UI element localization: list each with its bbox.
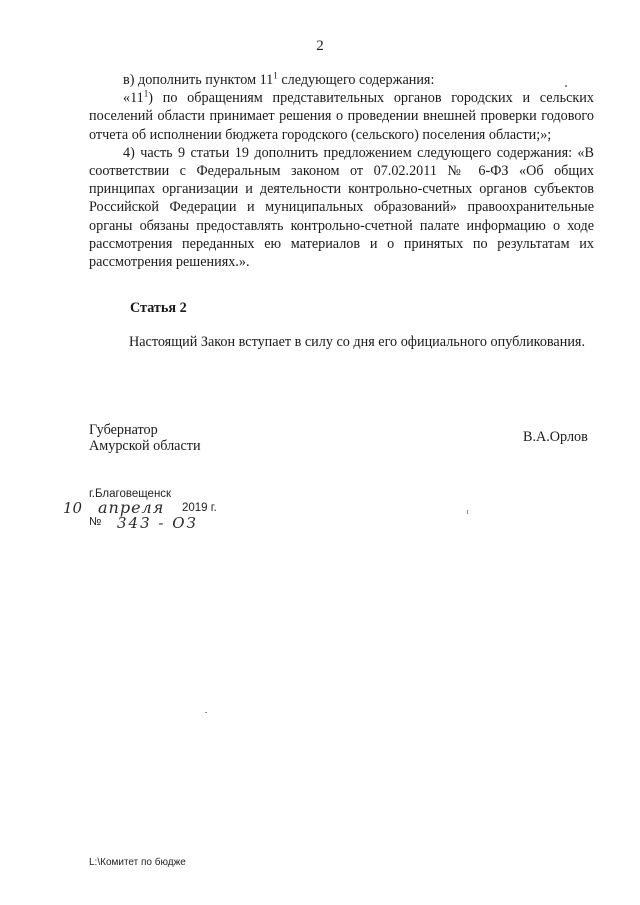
document-body: [89, 71, 594, 271]
paragraph-item-11-1: [89, 89, 594, 144]
scan-speck: [467, 510, 468, 514]
superscript: 1: [273, 70, 278, 81]
paragraph-item-v: [89, 71, 594, 89]
signatory-name: В.А.Орлов: [523, 429, 588, 445]
article-text: Настоящий Закон вступает в силу со дня его официального опубликования.: [129, 334, 585, 350]
signatory-title-line1: Губернатор: [89, 422, 158, 438]
paragraph-text: следующего содержания:: [277, 72, 435, 88]
handwritten-month: апреля: [98, 498, 165, 517]
handwritten-day: 10: [63, 499, 83, 517]
signatory-title-line2: Амурской области: [89, 438, 201, 454]
paragraph-text: ) по обращениям представительных органов городских и сельских поселений области принимает решения о проведении внешней проверки годового отчета об исполнении бюджета городского (сельского) поселения области;»;: [89, 90, 594, 143]
city-name: г.Благовещенск: [89, 488, 172, 500]
paragraph-text: в) дополнить пунктом 11: [123, 72, 274, 88]
scan-speck: [205, 712, 207, 713]
paragraph-text: «11: [123, 90, 144, 107]
page-number: 2: [316, 38, 324, 54]
handwritten-law-number: 343 - ОЗ: [117, 514, 198, 532]
paragraph-item-4: 4) часть 9 статьи 19 дополнить предложением следующего содержания: «В соответствии с Федеральным законом от 07.02.2011 № 6-ФЗ «Об общих принципах организации и деятельности контрольно-счетных органов субъектов Российской Федерации и муниципальных образований» правоохранительные органы обязаны предоставлять контрольно-счетной палате информацию о ходе рассмотрения переданных ею материалов и о принятых по результатам их рассмотрения решениях.».: [89, 144, 594, 271]
superscript: 1: [143, 88, 149, 99]
scan-speck: [565, 85, 567, 87]
article-heading: Статья 2: [130, 300, 187, 316]
date-year: 2019 г.: [182, 502, 217, 514]
file-path-footer: L:\Комитет по бюдже: [89, 857, 186, 868]
signatory-title: [89, 422, 201, 454]
number-label: №: [89, 516, 102, 528]
